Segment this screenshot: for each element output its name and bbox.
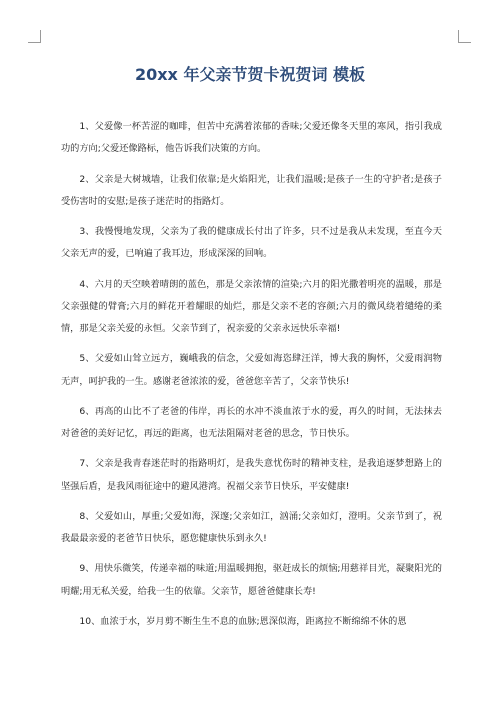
page-corner-mark-top-right [458,30,471,43]
paragraph-10: 10、血浓于水，岁月剪不断生生不息的血脉;恩深似海，距离拉不断绵绵不休的恩 [79,615,407,627]
document-title: 20xx 年父亲节贺卡祝贺词 模板 [134,65,366,84]
paragraph-6: 6、再高的山比不了老爸的伟岸，再长的水冲不淡血浓于水的爱，再久的时间，无法抹去对爸爸的美好记忆，再远的距离，也无法阻隔对老爸的思念，节日快乐。 [61,405,442,440]
paragraph-5: 5、父爱如山耸立远方，巍峨我的信念，父爱如海恣肆汪洋，博大我的胸怀，父爱雨润物无声，呵护我的一生。感谢老爸浓浓的爱，爸爸您辛苦了，父亲节快乐! [61,353,442,387]
paragraph-9: 9、用快乐微笑，传递幸福的味道;用温暖拥抱，驱赶成长的烦恼;用慈祥目光，凝聚阳光的明耀;用无私关爱，给我一生的依靠。父亲节，愿爸爸健康长寿! [61,563,442,597]
paragraph-7: 7、父亲是我青春迷茫时的指路明灯，是我失意忧伤时的精神支柱，是我追逐梦想路上的坚强后盾，是我风雨征途中的避风港湾。祝福父亲节日快乐，平安健康! [61,458,442,492]
paragraph-4: 4、六月的天空映着晴朗的蓝色，那是父亲浓情的渲染;六月的阳光撒着明亮的温暖，那是父亲强健的臂膏;六月的鲜花开着耀眼的灿烂，那是父亲不老的容颜;六月的微风绕着缱绻的柔情，那是父亲关爱的永恒。父亲节到了，祝亲爱的父亲永远快乐幸福! [61,278,442,335]
paragraph-3: 3、我慢慢地发现，父亲为了我的健康成长付出了许多，只不过是我从未发现，至直今天父亲无声的爱，已响遍了我耳边，形成深深的回响。 [61,226,442,260]
page-corner-mark-top-left [28,30,41,43]
paragraph-2: 2、父亲是大树城墙，让我们依靠;是火焰阳光，让我们温暖;是孩子一生的守护者;是孩子受伤害时的安慰;是孩子迷茫时的指路灯。 [61,173,442,207]
paragraph-1: 1、父爱像一杯苦涩的咖啡，但苦中充满着浓郁的香味;父爱还像冬天里的寒风，指引我成功的方向;父爱还像路标，他告诉我们决策的方向。 [61,121,442,155]
paragraph-8: 8、父爱如山，厚重;父爱如海，深邃;父亲如江，汹涌;父亲如灯，澄明。父亲节到了，祝我最最亲爱的老爸节日快乐，愿您健康快乐到永久! [61,510,442,545]
document-body [61,116,442,641]
